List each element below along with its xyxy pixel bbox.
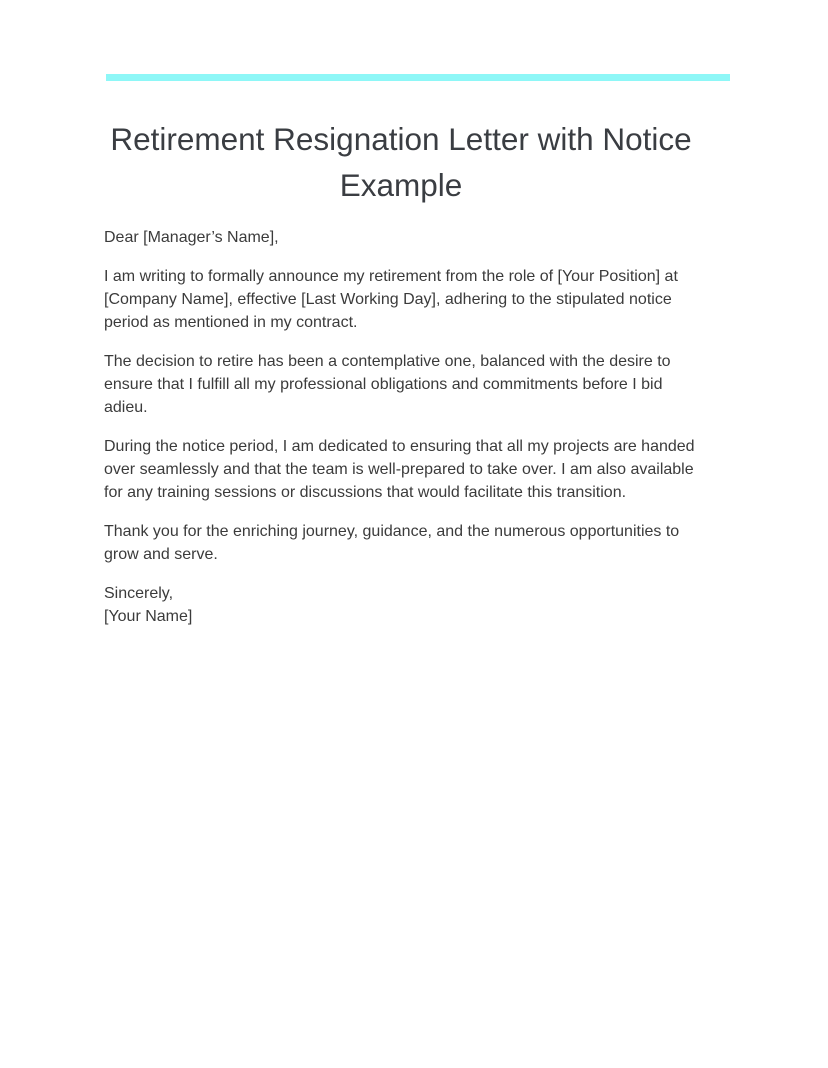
page-title: Retirement Resignation Letter with Notice Example: [110, 121, 692, 203]
signature: [Your Name]: [104, 608, 193, 625]
closing: Sincerely,: [104, 585, 174, 602]
salutation: Dear [Manager’s Name],: [104, 229, 279, 246]
paragraph-3: During the notice period, I am dedicated to ensuring that all my projects are handed over seamlessly and that the team is well-prepared to take over. I am also available for any training sessions or discussions that would facilitate this transition.: [104, 438, 695, 501]
paragraph-4: Thank you for the enriching journey, guidance, and the numerous opportunities to grow and serve.: [104, 523, 680, 563]
closing-block: [104, 582, 704, 628]
accent-bar: [106, 74, 730, 81]
letter-body: [104, 226, 704, 628]
paragraph-2: The decision to retire has been a contemplative one, balanced with the desire to ensure that I fulfill all my professional obligations and commitments before I bid adieu.: [104, 353, 671, 416]
paragraph-1: I am writing to formally announce my retirement from the role of [Your Position] at [Company Name], effective [Last Working Day], adhering to the stipulated notice period as mentioned in my contract.: [104, 268, 678, 331]
